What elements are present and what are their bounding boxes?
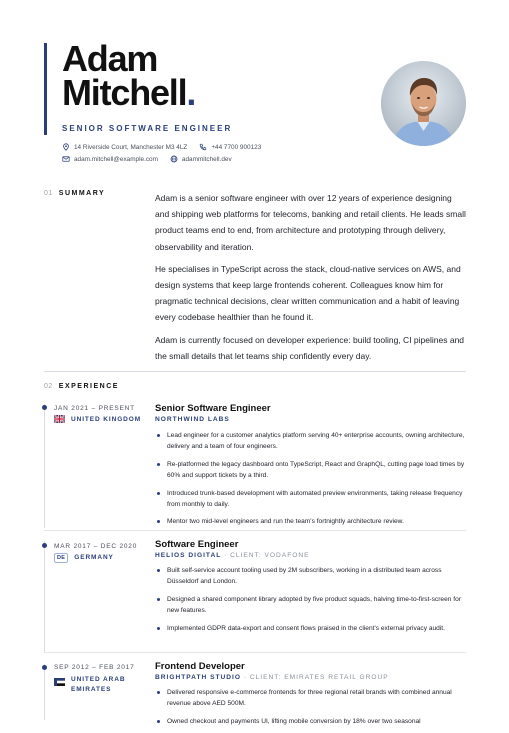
contact-row-2 (62, 155, 244, 163)
client-name: · CLIENT: VODAFONE (221, 552, 310, 559)
timeline-line (44, 404, 45, 528)
location-text: GERMANY (74, 554, 114, 561)
section-divider (44, 371, 466, 372)
job-title: SENIOR SOFTWARE ENGINEER (62, 124, 233, 133)
job-bullets (155, 687, 467, 733)
first-name: Adam (62, 38, 158, 79)
job-bullet: Delivered responsive e-commerce frontends for three regional retail brands with combined annual revenue above AED 500M. (155, 687, 467, 709)
summary-label: SUMMARY (58, 190, 106, 197)
location-text: UNITED KINGDOM (71, 416, 142, 423)
uae-flag-icon (54, 678, 65, 686)
address-text: 14 Riverside Court, Manchester M3 4LZ (74, 143, 188, 151)
phone-icon (199, 143, 207, 151)
experience-number: 02 (44, 383, 53, 390)
globe-icon (170, 155, 178, 163)
timeline-dot (42, 543, 47, 548)
job-location (54, 675, 125, 695)
job-role: Frontend Developer (155, 661, 245, 672)
summary-text (155, 190, 467, 370)
mail-icon (62, 155, 70, 163)
job-bullets (155, 565, 467, 640)
timeline-dot (42, 665, 47, 670)
job-role: Software Engineer (155, 539, 239, 550)
job-company (155, 552, 310, 559)
job-bullet: Implemented GDPR data-export and consent flows praised in the client's external privacy audit. (155, 623, 467, 634)
timeline-line (44, 664, 45, 720)
profile-photo (381, 61, 466, 146)
uk-flag-icon (54, 415, 65, 423)
phone-item (199, 143, 261, 151)
job-separator (44, 652, 466, 653)
job-dates: JAN 2021 – PRESENT (54, 405, 135, 412)
location-pin-icon (62, 143, 70, 151)
job-bullet: Built self-service account tooling used by 2M subscribers, working in a distributed team across Düsseldorf and London. (155, 565, 467, 587)
job-company (155, 416, 230, 423)
job-bullet: Designed a shared component library adopted by five product squads, halving time-to-first-screen for new features. (155, 594, 467, 616)
last-name: Mitchell (62, 72, 187, 113)
job-role: Senior Software Engineer (155, 403, 271, 414)
job-bullet: Introduced trunk-based development with automated preview environments, taking release frequency from monthly to daily. (155, 488, 467, 510)
contact-row-1 (62, 143, 273, 151)
name-dot: . (186, 72, 196, 113)
summary-number: 01 (44, 190, 53, 197)
job-bullet: Owned checkout and payments UI, lifting mobile conversion by 18% over two seasonal (155, 716, 467, 727)
phone-text: +44 7700 900123 (211, 143, 262, 151)
job-bullet: Re-platformed the legacy dashboard onto TypeScript, React and GraphQL, cutting page load times by 60% and support tickets by a third. (155, 459, 467, 481)
website-item[interactable] (170, 155, 232, 163)
job-location (54, 415, 141, 425)
timeline-line (44, 541, 45, 653)
job-bullet: Mentor two mid-level engineers and run the team's fortnightly architecture review. (155, 516, 467, 527)
company-name: BRIGHTPATH STUDIO (155, 674, 241, 681)
job-company (155, 674, 389, 681)
job-bullet: Lead engineer for a customer analytics platform serving 40+ enterprise accounts, owning architecture, delivery and a team of four engineers. (155, 430, 467, 452)
address-item (62, 143, 187, 151)
website-text[interactable]: adammitchell.dev (181, 155, 232, 163)
experience-label: EXPERIENCE (58, 383, 119, 390)
de-flag-badge: DE (54, 553, 68, 563)
company-name: NORTHWIND LABS (155, 416, 230, 423)
job-location (54, 553, 114, 563)
client-name: · CLIENT: EMIRATES RETAIL GROUP (241, 674, 389, 681)
summary-paragraph-2: He specialises in TypeScript across the stack, cloud-native services on AWS, and design systems that keep large frontends coherent. Colleagues know him for pragmatic technical decisions, clear written communication and a habit of leaving every codebase healthier than he found it. (155, 263, 461, 323)
job-dates: SEP 2012 – FEB 2017 (54, 664, 135, 671)
candidate-name (62, 38, 196, 113)
header-accent-bar (44, 43, 47, 135)
email-text[interactable]: adam.mitchell@example.com (74, 155, 158, 163)
portrait-illustration (381, 61, 466, 146)
email-item[interactable] (62, 155, 158, 163)
summary-heading (44, 190, 105, 197)
timeline-dot (42, 405, 47, 410)
summary-paragraph-1: Adam is a senior software engineer with over 12 years of experience designing and shipping web platforms for telecoms, banking and retail clients. He leads small product teams end to end, from architecture and prototyping through delivery, observability and iteration. (155, 193, 466, 252)
job-bullets (155, 430, 467, 534)
summary-paragraph-3: Adam is currently focused on developer experience: build tooling, CI pipelines and the small details that let teams ship confidently every day. (155, 334, 465, 361)
location-text: UNITED ARAB EMIRATES (71, 676, 126, 693)
company-name: HELIOS DIGITAL (155, 552, 222, 559)
job-separator (44, 530, 466, 531)
job-dates: MAR 2017 – DEC 2020 (54, 543, 138, 550)
experience-heading (44, 383, 119, 390)
